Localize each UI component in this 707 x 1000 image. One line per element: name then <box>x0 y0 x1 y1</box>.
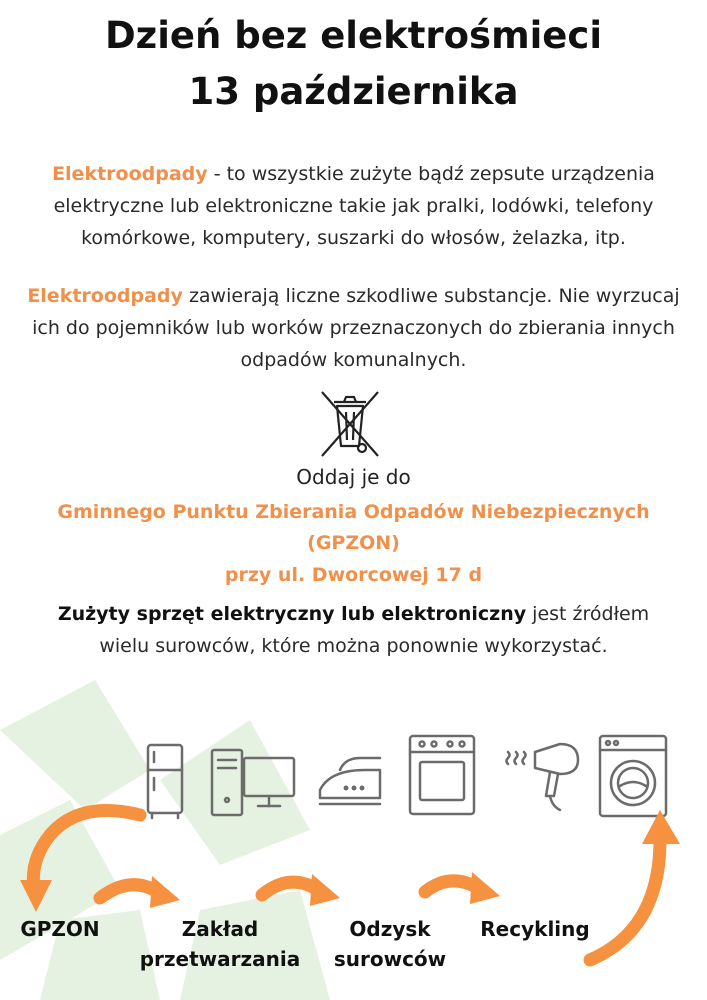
arrow-to-gpzon <box>33 811 140 889</box>
warning-text: zawierają liczne szkodliwe substancje. Nie wyrzucaj ich do pojemników lub worków przeznaczonych do zbierania innych odpadów komunalnych. <box>32 285 680 371</box>
dropoff-place-line1: Gminnego Punktu Zbierania Odpadów Niebezpiecznych <box>57 501 650 523</box>
closing-text: jest źródłem wielu surowców, które można ponownie wykorzystać. <box>99 603 650 657</box>
intro-text: - to wszystkie zużyte bądź zepsute urządzenia elektryczne lub elektroniczne takie jak pralki, lodówki, telefony komórkowe, komputery, suszarki do włosów, żelazka, itp. <box>53 163 655 249</box>
process-step-zaklad <box>130 914 310 974</box>
process-step-zaklad-line2: przetwarzania <box>139 947 301 971</box>
dropoff-address: przy ul. Dworcowej 17 d <box>224 564 483 586</box>
page-title-line1: Dzień bez elektrośmieci <box>104 14 603 57</box>
closing-paragraph <box>40 598 667 662</box>
crossed-bin-icon <box>318 388 382 460</box>
dropoff-lead: Oddaj je do <box>296 465 411 489</box>
process-step-odzysk <box>320 914 460 974</box>
intro-paragraph <box>20 158 687 254</box>
process-step-odzysk-line2: surowców <box>333 947 447 971</box>
warning-keyword: Elektroodpady <box>27 285 183 307</box>
warning-paragraph <box>20 280 687 376</box>
process-step-odzysk-line1: Odzysk <box>349 917 431 941</box>
page-title-line2: 13 października <box>188 70 519 113</box>
arrow-to-appliances <box>590 840 660 960</box>
process-step-zaklad-line1: Zakład <box>181 917 259 941</box>
closing-bold: Zużyty sprzęt elektryczny lub elektroniczny <box>57 603 527 625</box>
arrow-to-zaklad <box>100 885 158 898</box>
arrow-to-recykling <box>425 881 478 892</box>
process-step-gpzon: GPZON <box>20 917 100 941</box>
intro-keyword: Elektroodpady <box>52 163 208 185</box>
dropoff-place-line2: (GPZON) <box>307 532 400 554</box>
arrow-to-odzysk <box>262 882 318 895</box>
process-step-recykling: Recykling <box>480 917 590 941</box>
